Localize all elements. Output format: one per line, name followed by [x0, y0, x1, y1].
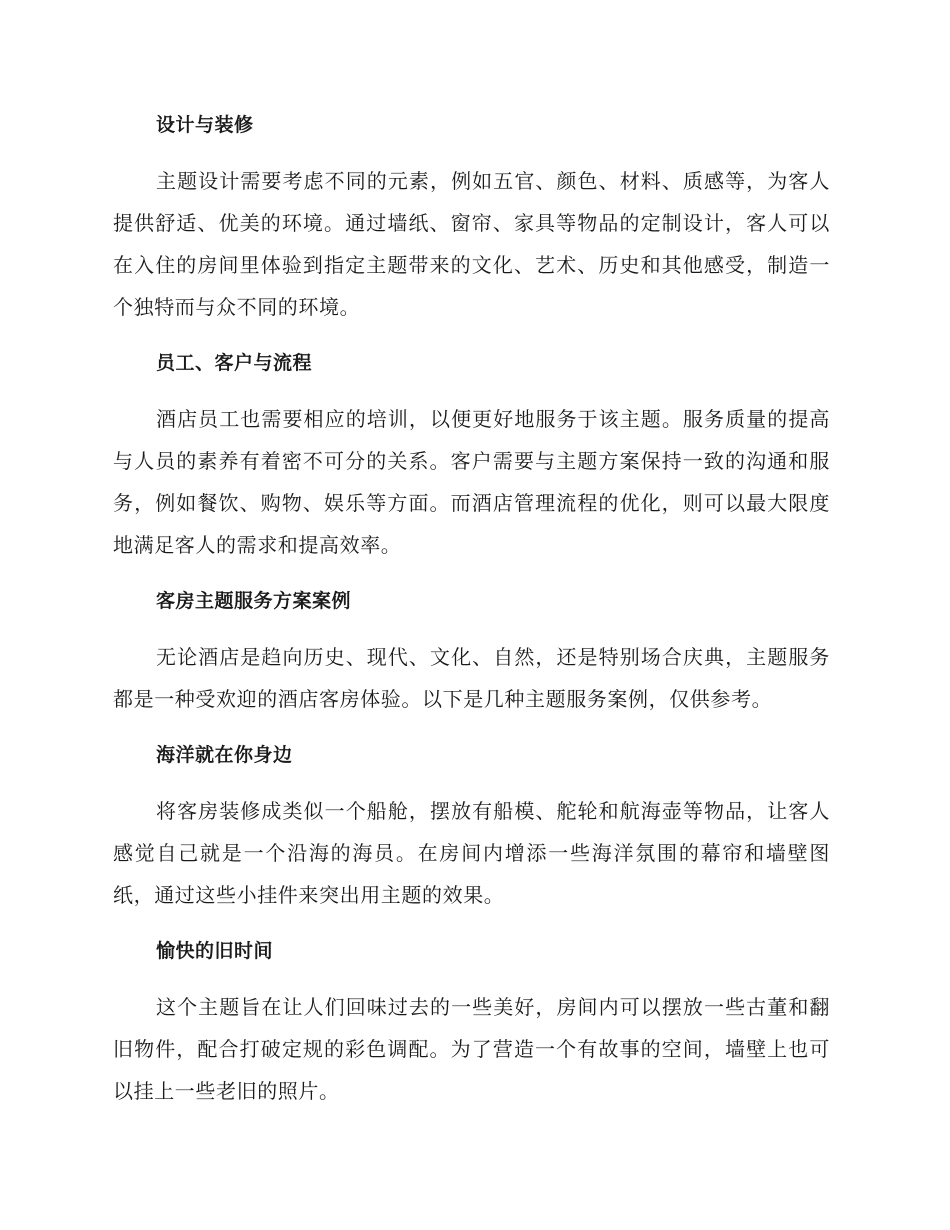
section-heading: 海洋就在你身边 — [156, 744, 293, 766]
section-heading: 愉快的旧时间 — [156, 940, 274, 962]
document-page — [113, 104, 830, 1126]
section-paragraph: 无论酒店是趋向历史、现代、文化、自然，还是特别场合庆典，主题服务都是一种受欢迎的酒店客房体验。以下是几种主题服务案例，仅供参考。 — [113, 645, 830, 711]
section-heading: 员工、客户与流程 — [156, 352, 313, 374]
section-staff — [113, 342, 830, 566]
section-paragraph: 酒店员工也需要相应的培训，以便更好地服务于该主题。服务质量的提高与人员的素养有着密不可分的关系。客户需要与主题方案保持一致的沟通和服务，例如餐饮、购物、娱乐等方面。而酒店管理流程的优化，则可以最大限度地满足客人的需求和提高效率。 — [113, 407, 830, 557]
section-heading: 客房主题服务方案案例 — [156, 590, 352, 612]
section-heading: 设计与装修 — [156, 114, 254, 136]
section-paragraph: 这个主题旨在让人们回味过去的一些美好，房间内可以摆放一些古董和翻旧物件，配合打破定规的彩色调配。为了营造一个有故事的空间，墙壁上也可以挂上一些老旧的照片。 — [113, 995, 830, 1103]
section-design — [113, 104, 830, 328]
section-cases — [113, 580, 830, 720]
section-ocean — [113, 734, 830, 916]
section-paragraph: 主题设计需要考虑不同的元素，例如五官、颜色、材料、质感等，为客人提供舒适、优美的环境。通过墙纸、窗帘、家具等物品的定制设计，客人可以在入住的房间里体验到指定主题带来的文化、艺术、历史和其他感受，制造一个独特而与众不同的环境。 — [113, 169, 830, 319]
section-paragraph: 将客房装修成类似一个船舱，摆放有船模、舵轮和航海壶等物品，让客人感觉自己就是一个沿海的海员。在房间内增添一些海洋氛围的幕帘和墙壁图纸，通过这些小挂件来突出用主题的效果。 — [113, 799, 830, 907]
section-old-times — [113, 930, 830, 1112]
